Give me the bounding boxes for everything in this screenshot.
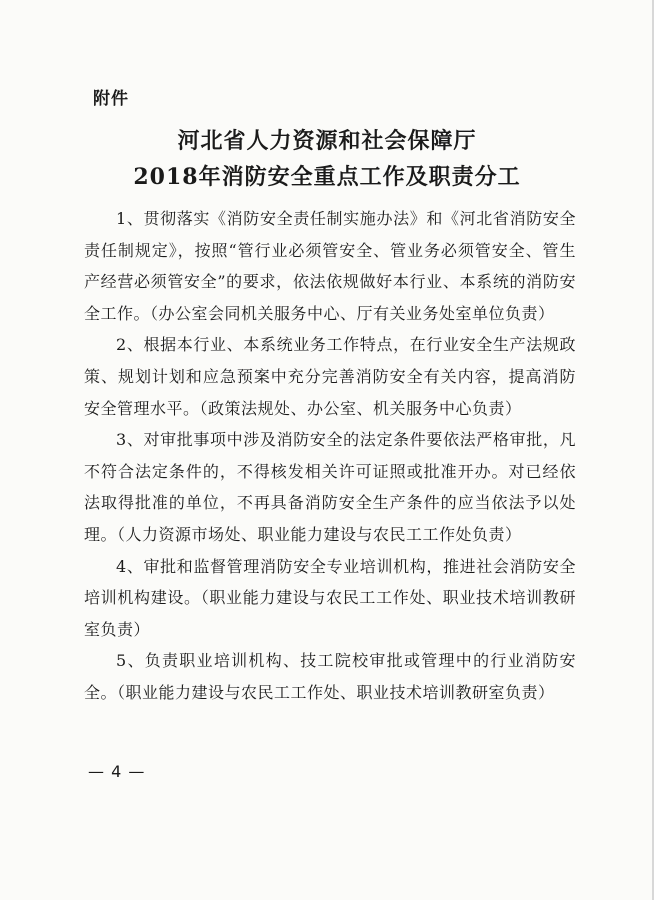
- attachment-label: 附件: [93, 89, 129, 109]
- paragraph-5: 5、负责职业培训机构、技工院校审批或管理中的行业消防安全。（职业能力建设与农民工工作处、职业技术培训教研室负责）: [84, 651, 576, 702]
- document-body: [84, 203, 576, 709]
- document-title-line-2: 2018年消防安全重点工作及职责分工: [133, 164, 521, 190]
- page-number: — 4 —: [88, 762, 146, 781]
- document-title-line-1: 河北省人力资源和社会保障厅: [177, 128, 477, 154]
- paragraph-4: 4、审批和监督管理消防安全专业培训机构，推进社会消防安全培训机构建设。（职业能力建设与农民工工作处、职业技术培训教研室负责）: [84, 556, 576, 639]
- paragraph-3: 3、对审批事项中涉及消防安全的法定条件要依法严格审批，凡不符合法定条件的，不得核发相关许可证照或批准开办。对已经依法取得批准的单位，不再具备消防安全生产条件的应当依法予以处理。（人力资源市场处、职业能力建设与农民工工作处负责）: [84, 430, 576, 544]
- paragraph-1: 1、贯彻落实《消防安全责任制实施办法》和《河北省消防安全责任制规定》，按照“管行业必须管安全、管业务必须管安全、管生产经营必须管安全”的要求，依法依规做好本行业、本系统的消防安全工作。（办公室会同机关服务中心、厅有关业务处室单位负责）: [84, 209, 576, 323]
- paragraph-2: 2、根据本行业、本系统业务工作特点，在行业安全生产法规政策、规划计划和应急预案中充分完善消防安全有关内容，提高消防安全管理水平。（政策法规处、办公室、机关服务中心负责）: [84, 335, 576, 418]
